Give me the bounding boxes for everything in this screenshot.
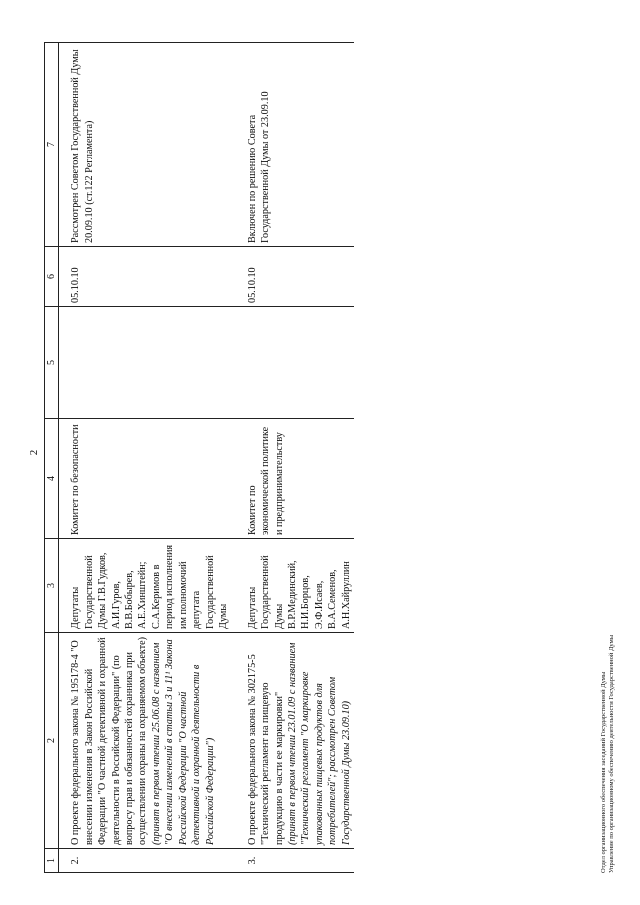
bill-subject-cell xyxy=(232,633,355,849)
date-cell: 05.10.10 xyxy=(232,247,355,307)
row-number: 3. xyxy=(232,849,355,873)
col5-cell xyxy=(232,307,355,419)
page-number: 2 xyxy=(28,449,40,456)
header-cell: 2 xyxy=(45,633,59,849)
committee-cell: Комитет по экономической политике и предпринимательству xyxy=(232,419,355,539)
row-number: 2. xyxy=(59,849,232,873)
bill-subject: О проекте федерального закона № 195178-4 "О внесении изменения в Закон Российской Федерации "О частной детективной и охранной деятельности в Российской Федерации" (по вопросу прав и обязанностей охранника при осуществлении охраны на охраняемом объекте) xyxy=(70,636,149,845)
header-row xyxy=(45,43,59,873)
agenda-table xyxy=(44,42,354,873)
initiator-cell: Депутаты Государственной Думы В.Р.Мединский, Н.И.Борцов, Э.Ф.Исаев, В.А.Семенов, А.Н.Хайруллин xyxy=(232,539,355,633)
table-row xyxy=(232,43,355,873)
header-cell: 7 xyxy=(45,43,59,247)
table-row xyxy=(59,43,232,873)
footer xyxy=(600,273,617,873)
bill-subject-note: (принят в первом чтении 25.06.08 с названием "О внесении изменений в статьи 3 и 11¹ Закона Российской Федерации "О частной детективной и охранной деятельности в Российской Федерации") xyxy=(150,639,216,845)
bill-subject-note: (принят в первом чтении 23.01.09 с названием "Технический регламент "О маркировке упакованных пищевых продуктов для потребителей"; рассмотрен Советом Государственной Думы 23.09.10) xyxy=(286,642,352,845)
date-cell: 05.10.10 xyxy=(59,247,232,307)
header-cell: 1 xyxy=(45,849,59,873)
footer-line: Управление по организационному обеспечению деятельности Государственной Думы xyxy=(608,634,616,873)
bill-subject: О проекте федерального закона № 302175-5 "Технический регламент на пищевую продукцию в части ее маркировки" xyxy=(246,654,285,845)
header-cell: 5 xyxy=(45,307,59,419)
header-cell: 6 xyxy=(45,247,59,307)
initiator-cell: Депутаты Государственной Думы Г.В.Гудков, А.И.Гуров, В.В.Бобырев, А.Е.Хинштейн; С.А.Керимов в период исполнения им полномочий депутата Государственной Думы xyxy=(59,539,232,633)
bill-subject-cell xyxy=(59,633,232,849)
status-cell: Включен по решению Совета Государственной Думы от 23.09.10 xyxy=(232,43,355,247)
col5-cell xyxy=(59,307,232,419)
header-cell: 3 xyxy=(45,539,59,633)
header-cell: 4 xyxy=(45,419,59,539)
committee-cell: Комитет по безопасности xyxy=(59,419,232,539)
footer-line: Отдел организационного обеспечения заседаний Государственной Думы xyxy=(600,671,607,873)
status-cell: Рассмотрен Советом Государственной Думы 20.09.10 (ст.122 Регламента) xyxy=(59,43,232,247)
